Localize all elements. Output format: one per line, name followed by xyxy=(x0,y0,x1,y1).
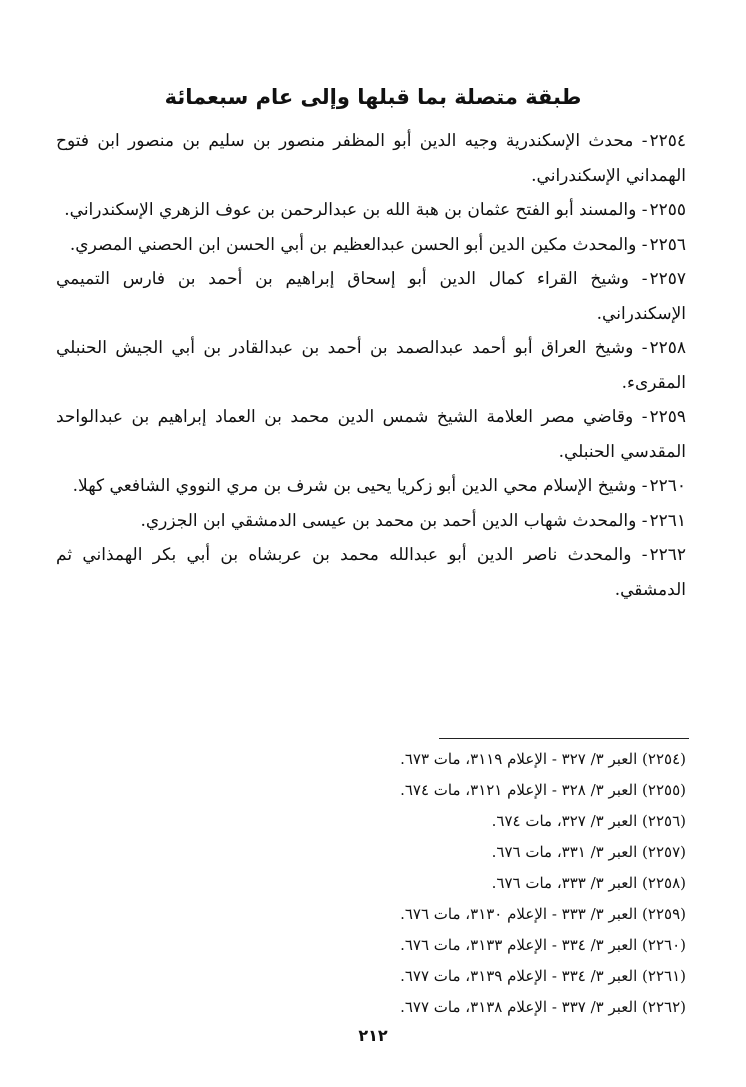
entry-2259 xyxy=(56,400,686,469)
entry-2261 xyxy=(56,504,686,539)
entry-2260 xyxy=(56,469,686,504)
entries-list xyxy=(56,124,686,607)
entry-2255 xyxy=(56,193,686,228)
entry-number: ٢٢٥٤ xyxy=(649,131,686,151)
entry-number: ٢٢٥٧ xyxy=(649,269,686,289)
entry-2257 xyxy=(56,262,686,331)
entry-2256 xyxy=(56,228,686,263)
footnote-2257: (٢٢٥٧) العبر ٣/ ٣٣١، مات ٦٧٦. xyxy=(491,843,686,861)
footnote-2256: (٢٢٥٦) العبر ٣/ ٣٢٧، مات ٦٧٤. xyxy=(491,812,686,830)
section-heading: طبقة متصلة بما قبلها وإلى عام سبعمائة xyxy=(164,85,582,109)
entry-number: ٢٢٦٢ xyxy=(649,545,686,565)
footnote-2261: (٢٢٦١) العبر ٣/ ٣٣٤ - الإعلام ٣١٣٩، مات ٦٧٧. xyxy=(400,967,686,985)
entry-2258 xyxy=(56,331,686,400)
entry-number: ٢٢٥٦ xyxy=(649,234,686,255)
footnote-2255: (٢٢٥٥) العبر ٣/ ٣٢٨ - الإعلام ٣١٢١، مات ٦٧٤. xyxy=(400,781,686,799)
entry-number: ٢٢٦٠ xyxy=(649,476,686,496)
footnote-2262: (٢٢٦٢) العبر ٣/ ٣٣٧ - الإعلام ٣١٣٨، مات ٦٧٧. xyxy=(400,998,686,1016)
entry-2262 xyxy=(56,538,686,607)
entry-text: - والمحدث شهاب الدين أحمد بن محمد بن عيسى الدمشقي ابن الجزري. xyxy=(140,510,648,531)
entry-text: - والمحدث ناصر الدين أبو عبدالله محمد بن عربشاه بن أبي بكر الهمذاني ثم الدمشقي. xyxy=(56,545,686,600)
footnote-2260: (٢٢٦٠) العبر ٣/ ٣٣٤ - الإعلام ٣١٣٣، مات ٦٧٦. xyxy=(400,936,686,954)
entry-text: - والمحدث مكين الدين أبو الحسن عبدالعظيم بن أبي الحسن ابن الحصني المصري. xyxy=(69,234,648,255)
entry-text: - وقاضي مصر العلامة الشيخ شمس الدين محمد بن العماد إبراهيم بن عبدالواحد المقدسي الحنبلي. xyxy=(56,407,686,462)
entry-2254 xyxy=(56,124,686,193)
entry-number: ٢٢٦١ xyxy=(649,510,686,531)
entry-text: - وشيخ الإسلام محي الدين أبو زكريا يحيى بن شرف بن مري النووي الشافعي كهلا. xyxy=(72,476,648,496)
footnote-divider xyxy=(439,738,689,739)
entry-number: ٢٢٥٨ xyxy=(649,338,686,358)
footnote-2254: (٢٢٥٤) العبر ٣/ ٣٢٧ - الإعلام ٣١١٩، مات ٦٧٣. xyxy=(400,750,686,768)
entry-text: - محدث الإسكندرية وجيه الدين أبو المظفر منصور بن سليم بن منصور ابن فتوح الهمداني الإسكندراني. xyxy=(56,131,686,186)
entry-text: - والمسند أبو الفتح عثمان بن هبة الله بن عبدالرحمن بن عوف الزهري الإسكندراني. xyxy=(64,200,648,220)
footnotes-list xyxy=(86,744,686,1023)
entry-number: ٢٢٥٥ xyxy=(649,200,686,220)
page-number: ٢١٢ xyxy=(358,1026,388,1045)
footnote-2259: (٢٢٥٩) العبر ٣/ ٣٣٣ - الإعلام ٣١٣٠، مات ٦٧٦. xyxy=(400,905,686,923)
entry-number: ٢٢٥٩ xyxy=(649,407,686,427)
entry-text: - وشيخ العراق أبو أحمد عبدالصمد بن أحمد بن عبدالقادر بن أبي الجيش الحنبلي المقرىء. xyxy=(56,338,686,393)
entry-text: - وشيخ القراء كمال الدين أبو إسحاق إبراهيم بن أحمد بن فارس التميمي الإسكندراني. xyxy=(56,269,686,324)
footnote-2258: (٢٢٥٨) العبر ٣/ ٣٣٣، مات ٦٧٦. xyxy=(491,874,686,892)
